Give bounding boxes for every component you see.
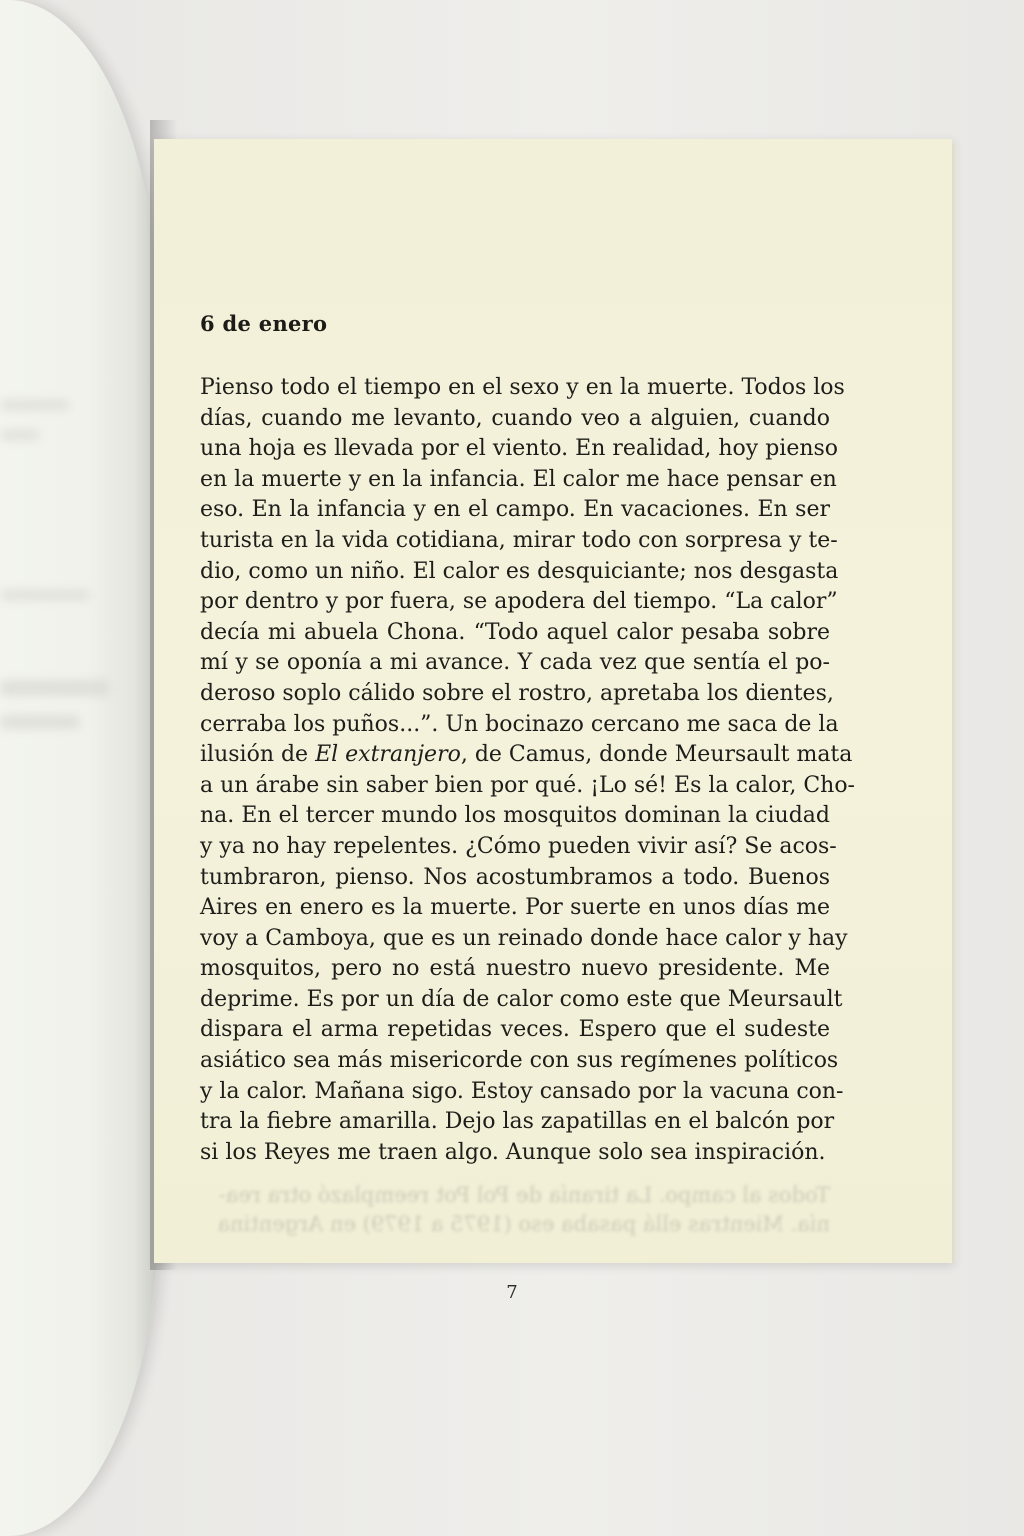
text-line: una hoja es llevada por el viento. En realidad, hoy pienso (200, 436, 839, 462)
bleed-line: nía. Mientras ellá pasaba eso (1975 a 1979) en Argentina (217, 1212, 830, 1236)
text-line: tumbraron, pienso. Nos acostumbramos a todo. Buenos (200, 864, 830, 890)
bleed-line: Todos al campo. La tiranía de Pol Pot reemplazó otra rea- (218, 1183, 830, 1207)
text-line: dio, como un niño. El calor es desquiciante; nos desgasta (200, 558, 839, 584)
text-line: días, cuando me levanto, cuando veo a alguien, cuando (200, 405, 830, 431)
text-line: a un árabe sin saber bien por qué. ¡Lo sé! Es la calor, Cho- (200, 772, 855, 798)
text-line: deprime. Es por un día de calor como este que Meursault (200, 986, 843, 1012)
page-number: 7 (506, 1282, 518, 1303)
text-segment: , de Camus, donde Meursault mata (460, 742, 853, 768)
text-line: Aires en enero es la muerte. Por suerte en unos días me (200, 895, 830, 921)
text-line: y ya no hay repelentes. ¿Cómo pueden vivir así? Se acos- (200, 833, 837, 859)
text-line: en la muerte y en la infancia. El calor me hace pensar en (200, 466, 837, 492)
bleed-through-text (200, 1181, 830, 1239)
page-stack-edge (952, 145, 958, 1261)
left-page-ghost-text (0, 590, 90, 600)
text-line: por dentro y por fuera, se apodera del tiempo. “La calor” (200, 589, 838, 615)
text-line: eso. En la infancia y en el campo. En vacaciones. En ser (200, 497, 830, 523)
text-line: deroso soplo cálido sobre el rostro, apretaba los dientes, (200, 680, 834, 706)
text-line: tra la fiebre amarilla. Dejo las zapatillas en el balcón por (200, 1109, 835, 1135)
book-page (154, 139, 952, 1303)
text-segment: ilusión de (200, 742, 316, 768)
text-line: dispara el arma repetidas veces. Espero que el sudeste (200, 1017, 830, 1043)
text-line: asiático sea más misericorde con sus regímenes políticos (200, 1048, 839, 1074)
text-line: voy a Camboya, que es un reinado donde hace calor y hay (200, 925, 848, 951)
left-page-ghost-text (0, 400, 70, 410)
text-line: decía mi abuela Chona. “Todo aquel calor pesaba sobre (200, 619, 830, 645)
text-line: mosquitos, pero no está nuestro nuevo presidente. Me (200, 956, 830, 982)
text-line: y la calor. Mañana sigo. Estoy cansado por la vacuna con- (200, 1078, 844, 1104)
left-page-ghost-text (0, 430, 40, 440)
text-line: turista en la vida cotidiana, mirar todo con sorpresa y te- (200, 527, 838, 553)
text-line: na. En el tercer mundo los mosquitos dominan la ciudad (200, 803, 830, 829)
text-line: cerraba los puños...”. Un bocinazo cercano me saca de la (200, 711, 839, 737)
book-title-italic: El extranjero (315, 742, 461, 768)
text-line: si los Reyes me traen algo. Aunque solo sea inspiración. (200, 1139, 826, 1165)
left-page-curl (0, 0, 158, 1536)
text-line-with-title (200, 740, 853, 771)
left-page-ghost-text (0, 680, 110, 696)
text-line: Pienso todo el tiempo en el sexo y en la muerte. Todos los (200, 375, 845, 400)
left-page-ghost-text (0, 715, 80, 729)
entry-heading: 6 de enero (200, 311, 328, 336)
entry-body (200, 373, 855, 1168)
text-line: mí y se oponía a mi avance. Y cada vez que sentía el po- (200, 650, 830, 676)
